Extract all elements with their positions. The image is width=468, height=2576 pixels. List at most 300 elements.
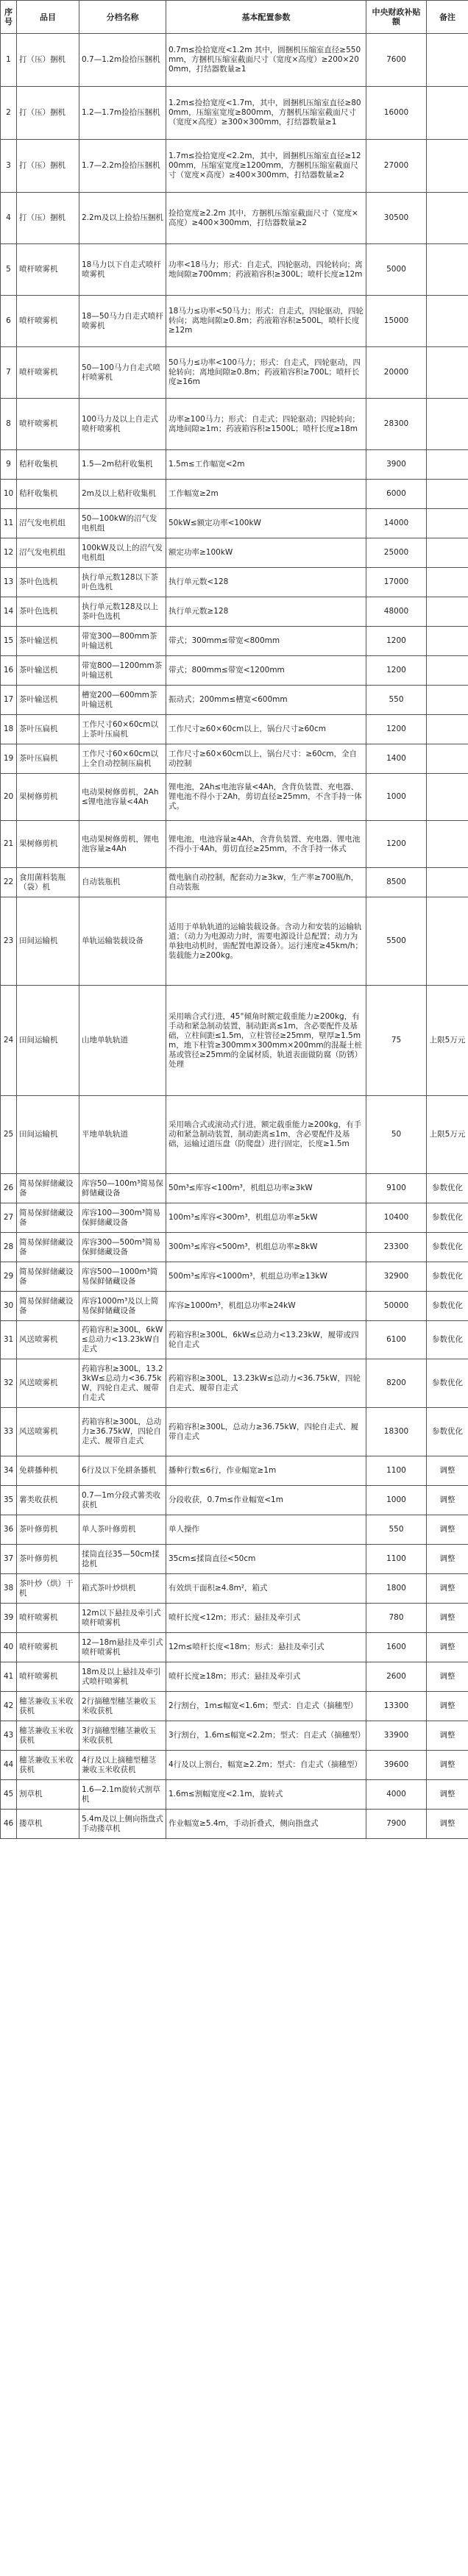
row-grade: 工作尺寸60×60cm以上全自动控制压扁机 xyxy=(79,744,166,774)
row-number: 33 xyxy=(1,1408,17,1456)
table-row xyxy=(1,509,468,538)
row-note: 参数优化 xyxy=(427,1174,468,1203)
row-number: 28 xyxy=(1,1233,17,1262)
row-grade: 2行摘穗型穗茎兼收玉米收获机 xyxy=(79,1692,166,1721)
row-subsidy: 7600 xyxy=(366,34,427,87)
table-row xyxy=(1,296,468,347)
row-spec: 1.5m≤工作幅宽<2m xyxy=(166,450,366,480)
row-grade: 带宽300—800mm茶叶输送机 xyxy=(79,627,166,656)
row-number: 18 xyxy=(1,715,17,744)
header-spec: 基本配置参数 xyxy=(166,1,366,34)
table-row xyxy=(1,1604,468,1633)
row-grade: 18—50马力自走式喷杆喷雾机 xyxy=(79,296,166,347)
row-item: 食用菌料装瓶（袋）机 xyxy=(17,868,79,897)
row-note xyxy=(427,597,468,627)
row-number: 17 xyxy=(1,686,17,715)
row-spec: 50m³≤库容<100m³，机组总功率≥3kW xyxy=(166,1174,366,1203)
table-row xyxy=(1,1456,468,1486)
row-grade: 电动果树修剪机，锂电池容量≥4Ah xyxy=(79,821,166,868)
table-row xyxy=(1,480,468,509)
row-spec: 300m³≤库容<500m³，机组总功率≥8kW xyxy=(166,1233,366,1262)
row-item: 简易保鲜储藏设备 xyxy=(17,1203,79,1233)
row-subsidy: 8500 xyxy=(366,868,427,897)
row-spec: 执行单元数<128 xyxy=(166,568,366,597)
table-row xyxy=(1,193,468,244)
row-number: 44 xyxy=(1,1751,17,1780)
table-row xyxy=(1,87,468,140)
row-note: 参数优化 xyxy=(427,1262,468,1292)
row-item: 茶叶输送机 xyxy=(17,627,79,656)
row-subsidy: 550 xyxy=(366,686,427,715)
row-note xyxy=(427,774,468,821)
row-grade: 工作尺寸60×60cm以上茶叶压扁机 xyxy=(79,715,166,744)
row-item: 喷杆喷雾机 xyxy=(17,399,79,450)
table-row xyxy=(1,774,468,821)
row-grade: 执行单元数128及以上茶叶色选机 xyxy=(79,597,166,627)
row-spec: 采用啮合式行进，45°倾角时额定载重能力≥200kg，有手动和紧急制动装置，制动距离≤1m，含必要配件及基础，立柱间距≤1.5m，立柱管径≥25mm，壁厚≥1.5mm，地下柱管≥300mm×300mm×200mm的混凝土桩基或管径≥25mm的金属材质，轨道表面做防腐（防锈）处理 xyxy=(166,986,366,1096)
row-spec: 4行及以上割台，幅宽≥2.2m；型式：自走式（摘穗型） xyxy=(166,1751,366,1780)
row-grade: 100kW及以上的沼气发电机组 xyxy=(79,538,166,568)
row-number: 41 xyxy=(1,1662,17,1692)
row-spec: 50马力≤功率<100马力；形式：自走式，四轮驱动，四轮转向；离地间隙≥0.8m；药液箱容积≥700L；喷杆长度≥16m xyxy=(166,347,366,399)
row-note: 调整 xyxy=(427,1456,468,1486)
row-spec: 1.7m≤捡拾宽度<2.2m，其中，圆捆机压缩室直径≥1200mm，压缩室宽度≥1200mm，方捆机压缩室截面尺寸（宽度×高度）≥400×300mm，打结器数量≥2 xyxy=(166,140,366,193)
row-spec: 3行割台，1.6m≤幅宽<2.2m；型式：自走式（摘穗型） xyxy=(166,1721,366,1751)
row-spec: 喷杆长度<12m；形式：悬挂及牵引式 xyxy=(166,1604,366,1633)
row-subsidy: 25000 xyxy=(366,538,427,568)
row-spec: 带式；800mm≤带宽<1200mm xyxy=(166,656,366,686)
table-row xyxy=(1,244,468,296)
row-grade: 带宽800—1200mm茶叶输送机 xyxy=(79,656,166,686)
row-number: 27 xyxy=(1,1203,17,1233)
row-note: 参数优化 xyxy=(427,1233,468,1262)
row-subsidy: 28300 xyxy=(366,399,427,450)
row-note: 调整 xyxy=(427,1486,468,1515)
row-spec: 1.2m≤捡拾宽度<1.7m，其中，圆捆机压缩室直径≥800mm，压缩室宽度≥800mm，方捆机压缩室截面尺寸（宽度×高度）≥300×300mm，打结器数量≥1 xyxy=(166,87,366,140)
row-item: 沼气发电机组 xyxy=(17,509,79,538)
row-spec: 50kW≤额定功率<100kW xyxy=(166,509,366,538)
row-note xyxy=(427,296,468,347)
row-item: 喷杆喷雾机 xyxy=(17,244,79,296)
row-grade: 单轨运输装载设备 xyxy=(79,897,166,986)
row-number: 32 xyxy=(1,1359,17,1408)
row-number: 22 xyxy=(1,868,17,897)
row-number: 40 xyxy=(1,1633,17,1662)
row-spec: 振动式；200mm≤槽宽<600mm xyxy=(166,686,366,715)
row-spec: 采用啮合式或滚动式行进，额定载重能力≥200kg，有手动和紧急制动装置，制动距离≤1m，含必要配件及基础，运输过道压盘（防爬盘）进行固定，长度≥1.5m xyxy=(166,1096,366,1174)
row-subsidy: 32900 xyxy=(366,1262,427,1292)
row-item: 免耕播种机 xyxy=(17,1456,79,1486)
row-subsidy: 1200 xyxy=(366,656,427,686)
row-item: 田间运输机 xyxy=(17,986,79,1096)
row-spec: 适用于单轨轨道的运输装载设备。含动力和安装的运输轨道；（动力为电源动力时，需要电源设计总配置；动力为单独电动机时，需配置电源设备）。运行速度≥45km/h；装载能力≥200kg。 xyxy=(166,897,366,986)
row-note: 调整 xyxy=(427,1574,468,1604)
row-number: 15 xyxy=(1,627,17,656)
row-number: 46 xyxy=(1,1810,17,1839)
row-spec: 100m³≤库容<300m³，机组总功率≥5kW xyxy=(166,1203,366,1233)
row-note: 参数优化 xyxy=(427,1203,468,1233)
row-item: 秸秆收集机 xyxy=(17,450,79,480)
row-item: 茶叶输送机 xyxy=(17,686,79,715)
row-number: 4 xyxy=(1,193,17,244)
table-row xyxy=(1,1359,468,1408)
row-spec: 12m≤喷杆长度<18m；形式：悬挂及牵引式 xyxy=(166,1633,366,1662)
row-spec: 分段收获，0.7m≤作业幅宽<1m xyxy=(166,1486,366,1515)
row-note: 调整 xyxy=(427,1780,468,1810)
table-row xyxy=(1,1810,468,1839)
table-row xyxy=(1,140,468,193)
row-subsidy: 17000 xyxy=(366,568,427,597)
row-number: 6 xyxy=(1,296,17,347)
table-row xyxy=(1,1096,468,1174)
row-grade: 2m及以上秸秆收集机 xyxy=(79,480,166,509)
row-item: 茶叶色选机 xyxy=(17,597,79,627)
row-subsidy: 10400 xyxy=(366,1203,427,1233)
row-grade: 揉筒直径35—50cm揉捻机 xyxy=(79,1545,166,1574)
table-row xyxy=(1,538,468,568)
table-row xyxy=(1,1633,468,1662)
row-grade: 12m以下悬挂及牵引式喷杆喷雾机 xyxy=(79,1604,166,1633)
row-spec: 播种行数≤6行，作业幅宽≥1m xyxy=(166,1456,366,1486)
row-number: 5 xyxy=(1,244,17,296)
row-number: 23 xyxy=(1,897,17,986)
row-subsidy: 1200 xyxy=(366,821,427,868)
row-number: 37 xyxy=(1,1545,17,1574)
row-note: 参数优化 xyxy=(427,1359,468,1408)
table-row xyxy=(1,1515,468,1545)
row-grade: 库容300—500m³简易保鲜储藏设备 xyxy=(79,1233,166,1262)
row-grade: 库容50—100m³简易保鲜储藏设备 xyxy=(79,1174,166,1203)
row-subsidy: 30500 xyxy=(366,193,427,244)
row-item: 简易保鲜储藏设备 xyxy=(17,1233,79,1262)
row-grade: 50—100马力自走式喷杆喷雾机 xyxy=(79,347,166,399)
row-item: 沼气发电机组 xyxy=(17,538,79,568)
row-item: 秸秆收集机 xyxy=(17,480,79,509)
row-grade: 5.4m及以上侧向指盘式手动搂草机 xyxy=(79,1810,166,1839)
row-grade: 药箱容积≥300L，总动力≥36.75kW，四轮自走式、履带自走式 xyxy=(79,1408,166,1456)
table-row xyxy=(1,897,468,986)
header-subsidy: 中央财政补贴额 xyxy=(366,1,427,34)
row-spec: 锂电池，2Ah≤电池容量<4Ah，含背负装置、充电器、锂电池不得小于2Ah，剪切直径≥25mm，不含手持一体式。 xyxy=(166,774,366,821)
row-item: 喷杆喷雾机 xyxy=(17,296,79,347)
table-row xyxy=(1,597,468,627)
row-number: 7 xyxy=(1,347,17,399)
row-spec: 2行割台，1m≤幅宽<1.6m；型式：自走式（摘穗型） xyxy=(166,1692,366,1721)
row-grade: 3行摘穗型穗茎兼收玉米收获机 xyxy=(79,1721,166,1751)
row-number: 30 xyxy=(1,1292,17,1321)
table-row xyxy=(1,656,468,686)
row-subsidy: 50 xyxy=(366,1096,427,1174)
row-grade: 电动果树修剪机，2Ah≤锂电池容量<4Ah xyxy=(79,774,166,821)
row-note: 调整 xyxy=(427,1810,468,1839)
row-note: 参数优化 xyxy=(427,1321,468,1359)
row-note xyxy=(427,244,468,296)
row-note xyxy=(427,686,468,715)
row-item: 田间运输机 xyxy=(17,1096,79,1174)
row-note: 上限5万元 xyxy=(427,1096,468,1174)
table-row xyxy=(1,399,468,450)
table-row xyxy=(1,744,468,774)
table-row xyxy=(1,1262,468,1292)
row-subsidy: 8200 xyxy=(366,1359,427,1408)
row-number: 10 xyxy=(1,480,17,509)
table-row xyxy=(1,868,468,897)
row-note: 调整 xyxy=(427,1633,468,1662)
row-note xyxy=(427,450,468,480)
row-grade: 1.2—1.7m捡拾压捆机 xyxy=(79,87,166,140)
row-item: 打（压）捆机 xyxy=(17,193,79,244)
row-subsidy: 23300 xyxy=(366,1233,427,1262)
row-subsidy: 1200 xyxy=(366,627,427,656)
table-row xyxy=(1,1662,468,1692)
row-spec: 0.7m≤捡拾宽度<1.2m 其中，圆捆机压缩室直径≥550mm，方捆机压缩室截面尺寸（宽度×高度）≥200×200mm，打结器数量≥1 xyxy=(166,34,366,87)
table-row xyxy=(1,34,468,87)
row-number: 13 xyxy=(1,568,17,597)
row-grade: 100马力及以上自走式喷杆喷雾机 xyxy=(79,399,166,450)
row-item: 风送喷雾机 xyxy=(17,1359,79,1408)
row-subsidy: 9100 xyxy=(366,1174,427,1203)
row-subsidy: 1000 xyxy=(366,1486,427,1515)
table-row xyxy=(1,821,468,868)
row-subsidy: 1100 xyxy=(366,1545,427,1574)
row-grade: 4行及以上摘穗型穗茎兼收玉米收获机 xyxy=(79,1751,166,1780)
row-note xyxy=(427,193,468,244)
row-item: 茶叶输送机 xyxy=(17,656,79,686)
row-note: 调整 xyxy=(427,1515,468,1545)
row-note: 上限5万元 xyxy=(427,986,468,1096)
header-grade: 分档名称 xyxy=(79,1,166,34)
row-item: 搂草机 xyxy=(17,1810,79,1839)
row-item: 薯类收获机 xyxy=(17,1486,79,1515)
row-note xyxy=(427,347,468,399)
row-item: 打（压）捆机 xyxy=(17,140,79,193)
row-grade: 箱式茶叶炒烘机 xyxy=(79,1574,166,1604)
row-spec: 药箱容积≥300L，6kW≤总动力<13.23kW，履带或四轮自走式 xyxy=(166,1321,366,1359)
row-note xyxy=(427,509,468,538)
header-row xyxy=(1,1,468,34)
row-note xyxy=(427,480,468,509)
row-spec: 捡拾宽度≥2.2m 其中，方捆机压缩室截面尺寸（宽度×高度）≥400×300mm，打结器数量≥2 xyxy=(166,193,366,244)
row-item: 果树修剪机 xyxy=(17,821,79,868)
row-item: 简易保鲜储藏设备 xyxy=(17,1292,79,1321)
header-item: 品目 xyxy=(17,1,79,34)
row-spec: 18马力≤功率<50马力；形式：自走式，四轮驱动，四轮转向；离地间隙≥0.8m；药液箱容积≥500L，喷杆长度≥12m xyxy=(166,296,366,347)
row-subsidy: 7900 xyxy=(366,1810,427,1839)
row-spec: 有效烘干面积≥4.8m²，箱式 xyxy=(166,1574,366,1604)
row-item: 穗茎兼收玉米收获机 xyxy=(17,1751,79,1780)
row-grade: 12—18m悬挂及牵引式喷杆喷雾机 xyxy=(79,1633,166,1662)
row-item: 穗茎兼收玉米收获机 xyxy=(17,1692,79,1721)
row-note: 参数优化 xyxy=(427,1292,468,1321)
row-item: 穗茎兼收玉米收获机 xyxy=(17,1721,79,1751)
row-note xyxy=(427,744,468,774)
row-number: 2 xyxy=(1,87,17,140)
row-grade: 槽宽200—600mm茶叶输送机 xyxy=(79,686,166,715)
row-note xyxy=(427,538,468,568)
row-grade: 库容500—1000m³简易保鲜储藏设备 xyxy=(79,1262,166,1292)
row-number: 25 xyxy=(1,1096,17,1174)
row-grade: 6行及以下免耕条播机 xyxy=(79,1456,166,1486)
row-subsidy: 4000 xyxy=(366,1780,427,1810)
row-spec: 单人操作 xyxy=(166,1515,366,1545)
row-note: 调整 xyxy=(427,1662,468,1692)
row-item: 茶叶色选机 xyxy=(17,568,79,597)
row-grade: 18马力以下自走式喷杆喷雾机 xyxy=(79,244,166,296)
row-item: 打（压）捆机 xyxy=(17,34,79,87)
row-spec: 带式；300mm≤带宽<800mm xyxy=(166,627,366,656)
row-subsidy: 39600 xyxy=(366,1751,427,1780)
row-spec: 药箱容积≥300L，总动力≥36.75kW，四轮自走式、履带自走式 xyxy=(166,1408,366,1456)
header-note: 备注 xyxy=(427,1,468,34)
row-number: 36 xyxy=(1,1515,17,1545)
row-number: 24 xyxy=(1,986,17,1096)
row-number: 43 xyxy=(1,1721,17,1751)
row-grade: 0.7—1m分段式薯类收获机 xyxy=(79,1486,166,1515)
row-spec: 执行单元数≥128 xyxy=(166,597,366,627)
row-spec: 工作幅宽≥2m xyxy=(166,480,366,509)
table-row xyxy=(1,1486,468,1515)
row-grade: 药箱容积≥300L，6kW≤总动力<13.23kW自走式 xyxy=(79,1321,166,1359)
row-subsidy: 18300 xyxy=(366,1408,427,1456)
table-row xyxy=(1,1292,468,1321)
row-note: 调整 xyxy=(427,1545,468,1574)
row-note xyxy=(427,568,468,597)
table-row xyxy=(1,1692,468,1721)
row-item: 喷杆喷雾机 xyxy=(17,1604,79,1633)
row-note: 调整 xyxy=(427,1692,468,1721)
table-row xyxy=(1,627,468,656)
table-row xyxy=(1,1721,468,1751)
row-grade: 2.2m及以上捡拾压捆机 xyxy=(79,193,166,244)
row-number: 12 xyxy=(1,538,17,568)
row-grade: 1.7—2.2m捡拾压捆机 xyxy=(79,140,166,193)
table-row xyxy=(1,347,468,399)
row-subsidy: 5000 xyxy=(366,244,427,296)
row-subsidy: 75 xyxy=(366,986,427,1096)
row-item: 风送喷雾机 xyxy=(17,1408,79,1456)
row-number: 34 xyxy=(1,1456,17,1486)
row-number: 45 xyxy=(1,1780,17,1810)
row-grade: 50—100kW的沼气发电机组 xyxy=(79,509,166,538)
row-subsidy: 13300 xyxy=(366,1692,427,1721)
row-number: 38 xyxy=(1,1574,17,1604)
table-row xyxy=(1,1408,468,1456)
row-spec: 库容≥1000m³，机组总功率≥24kW xyxy=(166,1292,366,1321)
row-subsidy: 6000 xyxy=(366,480,427,509)
row-number: 29 xyxy=(1,1262,17,1292)
table-row xyxy=(1,1751,468,1780)
row-spec: 工作尺寸≥60×60cm以上，锅台尺寸≥60cm xyxy=(166,715,366,744)
row-item: 茶叶炒（烘）干机 xyxy=(17,1574,79,1604)
row-subsidy: 1200 xyxy=(366,715,427,744)
row-spec: 锂电池，电池容量≥4Ah，含背负装置、充电器、锂电池不得小于4Ah，剪切直径≥25mm，不含手持一体式 xyxy=(166,821,366,868)
row-number: 16 xyxy=(1,656,17,686)
row-number: 19 xyxy=(1,744,17,774)
row-subsidy: 1600 xyxy=(366,1633,427,1662)
row-item: 果树修剪机 xyxy=(17,774,79,821)
row-item: 茶叶压扁机 xyxy=(17,715,79,744)
row-number: 20 xyxy=(1,774,17,821)
row-number: 31 xyxy=(1,1321,17,1359)
row-spec: 1.6m≤割幅宽度<2.1m，旋转式 xyxy=(166,1780,366,1810)
row-spec: 500m³≤库容<1000m³，机组总功率≥13kW xyxy=(166,1262,366,1292)
row-note xyxy=(427,656,468,686)
row-note xyxy=(427,897,468,986)
table-row xyxy=(1,986,468,1096)
row-subsidy: 48000 xyxy=(366,597,427,627)
table-row xyxy=(1,1174,468,1203)
table-row xyxy=(1,568,468,597)
row-number: 3 xyxy=(1,140,17,193)
row-number: 14 xyxy=(1,597,17,627)
row-item: 茶叶压扁机 xyxy=(17,744,79,774)
row-subsidy: 16000 xyxy=(366,87,427,140)
row-number: 9 xyxy=(1,450,17,480)
row-note xyxy=(427,868,468,897)
row-spec: 药箱容积≥300L，13.23kW≤总动力<36.75kW，四轮自走式、履带自走式 xyxy=(166,1359,366,1408)
row-grade: 山地单轨轨道 xyxy=(79,986,166,1096)
row-subsidy: 1100 xyxy=(366,1456,427,1486)
table-row xyxy=(1,686,468,715)
row-grade: 0.7—1.2m捡拾压捆机 xyxy=(79,34,166,87)
row-subsidy: 20000 xyxy=(366,347,427,399)
row-spec: 额定功率≥100kW xyxy=(166,538,366,568)
row-note xyxy=(427,140,468,193)
row-item: 风送喷雾机 xyxy=(17,1321,79,1359)
row-item: 喷杆喷雾机 xyxy=(17,1633,79,1662)
row-grade: 单人茶叶修剪机 xyxy=(79,1515,166,1545)
row-spec: 功率<18马力；形式：自走式，四轮驱动，四轮转向；离地间隙≥700mm；药液箱容积≥300L；喷杆长度≥12m xyxy=(166,244,366,296)
row-grade: 库容100—300m³简易保鲜储藏设备 xyxy=(79,1203,166,1233)
row-note: 调整 xyxy=(427,1721,468,1751)
row-note: 调整 xyxy=(427,1751,468,1780)
row-subsidy: 1400 xyxy=(366,744,427,774)
row-spec: 35cm≤揉筒直径<50cm xyxy=(166,1545,366,1574)
row-subsidy: 14000 xyxy=(366,509,427,538)
row-subsidy: 1000 xyxy=(366,774,427,821)
row-subsidy: 5500 xyxy=(366,897,427,986)
row-subsidy: 33900 xyxy=(366,1721,427,1751)
row-grade: 自动装瓶机 xyxy=(79,868,166,897)
row-number: 39 xyxy=(1,1604,17,1633)
row-number: 1 xyxy=(1,34,17,87)
row-grade: 药箱容积≥300L，13.23kW≤总动力<36.75kW，四轮自走式、履带自走式 xyxy=(79,1359,166,1408)
table-row xyxy=(1,1780,468,1810)
row-spec: 作业幅宽≥5.4m，手动折叠式，侧向指盘式 xyxy=(166,1810,366,1839)
row-note xyxy=(427,715,468,744)
row-item: 割草机 xyxy=(17,1780,79,1810)
row-note xyxy=(427,399,468,450)
row-subsidy: 15000 xyxy=(366,296,427,347)
table-row xyxy=(1,1574,468,1604)
row-spec: 工作尺寸≥60×60cm以上，锅台尺寸：≥60cm，全自动控制 xyxy=(166,744,366,774)
row-item: 喷杆喷雾机 xyxy=(17,347,79,399)
row-item: 田间运输机 xyxy=(17,897,79,986)
row-grade: 1.6—2.1m旋转式割草机 xyxy=(79,1780,166,1810)
row-subsidy: 3900 xyxy=(366,450,427,480)
row-grade: 18m及以上悬挂及牵引式喷杆喷雾机 xyxy=(79,1662,166,1692)
row-item: 简易保鲜储藏设备 xyxy=(17,1262,79,1292)
table-row xyxy=(1,450,468,480)
row-item: 简易保鲜储藏设备 xyxy=(17,1174,79,1203)
row-number: 8 xyxy=(1,399,17,450)
row-note: 调整 xyxy=(427,1604,468,1633)
row-subsidy: 2600 xyxy=(366,1662,427,1692)
row-spec: 微电脑自动控制，配套动力≥3kw，生产率≥700瓶/h，自动装瓶 xyxy=(166,868,366,897)
table-row xyxy=(1,1233,468,1262)
row-note xyxy=(427,821,468,868)
row-subsidy: 27000 xyxy=(366,140,427,193)
